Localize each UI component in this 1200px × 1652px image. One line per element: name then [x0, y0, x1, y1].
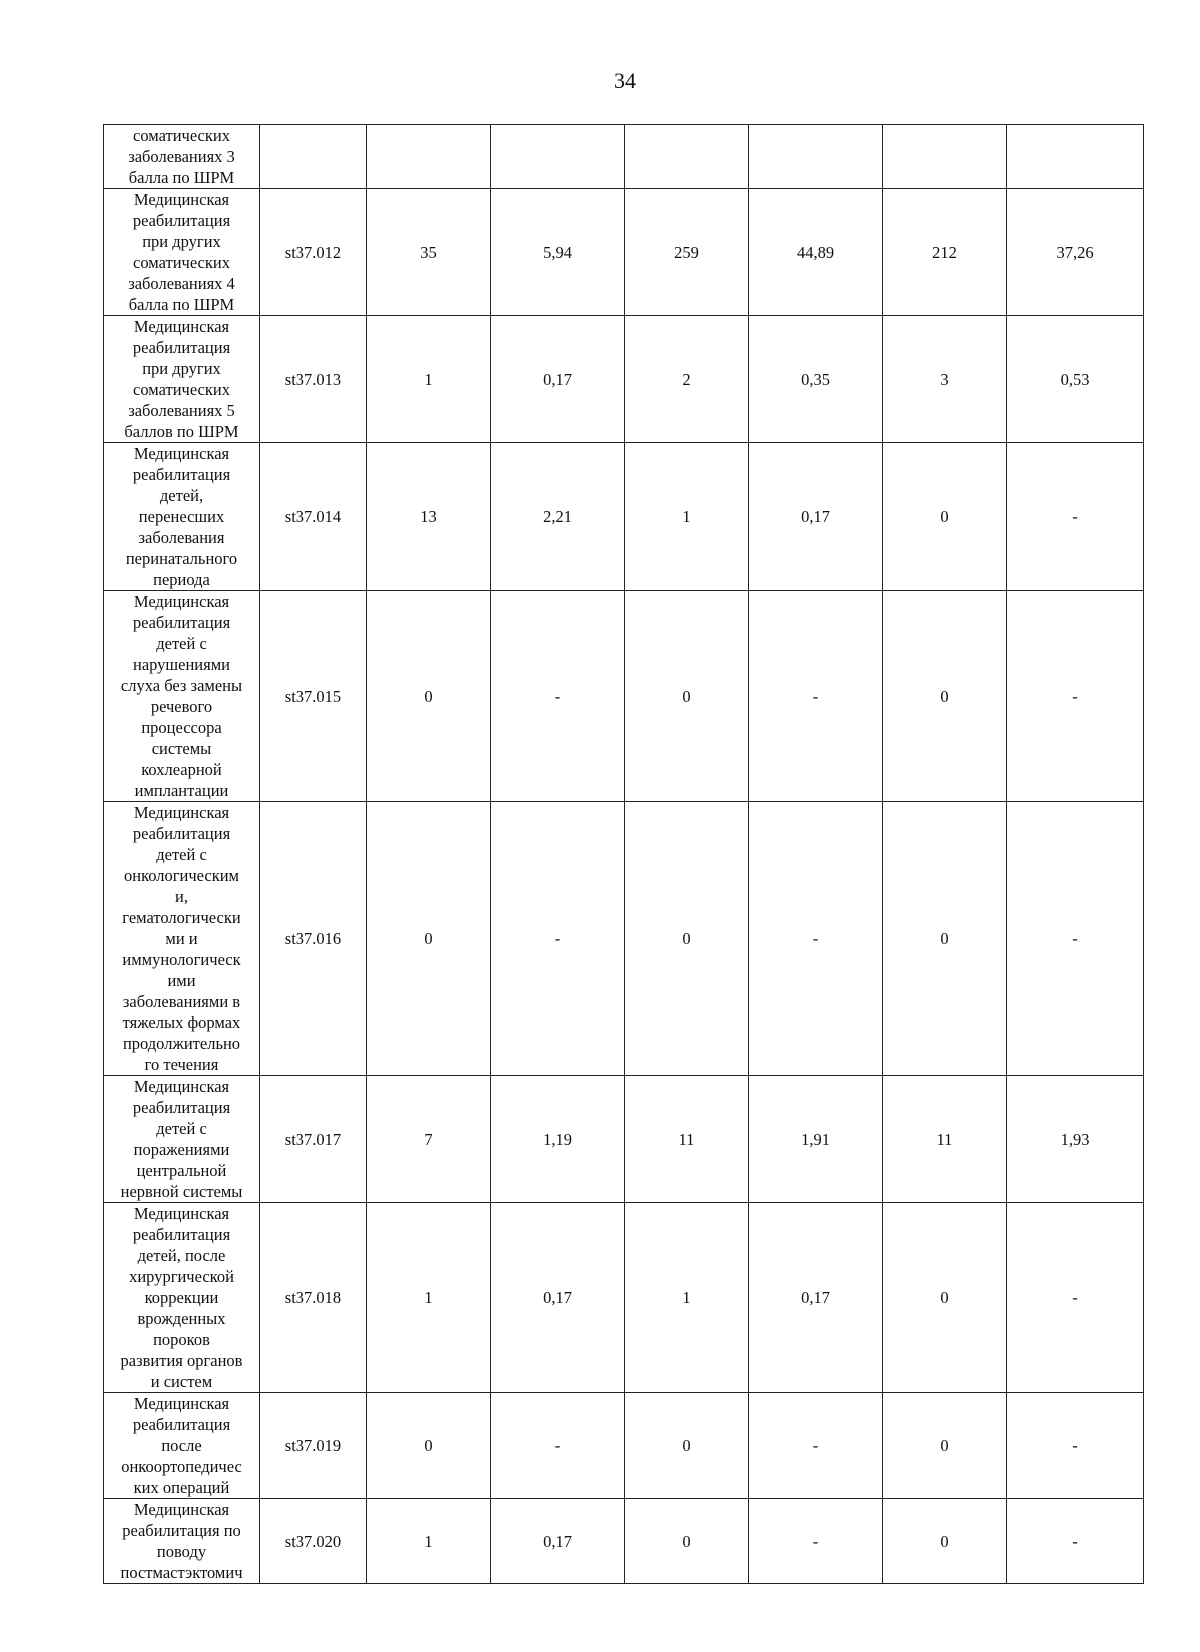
value-text: 2,21 [543, 507, 572, 526]
value-text: 37,26 [1056, 242, 1094, 262]
table-row [104, 125, 1144, 189]
value-text: - [1072, 929, 1078, 948]
value-cell-c2 [491, 591, 625, 802]
row-code-cell [260, 1393, 367, 1499]
value-cell-c5 [883, 189, 1007, 316]
value-text: 0,17 [801, 1288, 830, 1307]
value-cell-c1 [367, 591, 491, 802]
row-name-cell [104, 443, 260, 591]
value-text: 1 [424, 1531, 433, 1551]
value-cell-c2 [491, 1499, 625, 1584]
value-text: 0 [940, 507, 949, 526]
row-name-text: Медицинская реабилитация детей, перенесших заболевания перинатального периода [125, 444, 238, 589]
row-code-text: st37.015 [284, 686, 342, 706]
value-text: 35 [420, 242, 437, 262]
value-text: - [1072, 1531, 1078, 1551]
value-text: 0 [940, 1531, 949, 1551]
table-row [104, 1076, 1144, 1203]
row-code-cell [260, 316, 367, 443]
value-text: 0,17 [543, 1531, 572, 1551]
value-cell-c4 [749, 443, 883, 591]
value-cell-c3 [625, 1499, 749, 1584]
value-text: 44,89 [796, 242, 835, 262]
value-text: 1,19 [543, 1129, 572, 1149]
value-cell-c4 [749, 189, 883, 316]
value-text: 0,17 [543, 369, 572, 389]
table-row [104, 1393, 1144, 1499]
value-cell-c5 [883, 125, 1007, 189]
value-text: - [554, 929, 561, 948]
value-text: 2 [682, 369, 691, 389]
value-text: - [812, 929, 819, 948]
value-cell-c4 [749, 1076, 883, 1203]
value-cell-c5 [883, 1076, 1007, 1203]
value-text: 5,94 [543, 242, 572, 262]
value-cell-c1 [367, 1203, 491, 1393]
value-text: 1 [682, 507, 691, 526]
data-table [103, 124, 1144, 1584]
row-name-text: Медицинская реабилитация после онкоортопедичес ких операций [121, 1394, 242, 1497]
value-cell-c6 [1007, 189, 1144, 316]
value-cell-c5 [883, 591, 1007, 802]
value-cell-c1 [367, 189, 491, 316]
row-name-text: Медицинская реабилитация при других соматических заболеваниях 4 балла по ШРМ [128, 190, 235, 314]
value-cell-c2 [491, 1203, 625, 1393]
value-cell-c1 [367, 1076, 491, 1203]
value-cell-c6 [1007, 443, 1144, 591]
row-name-cell [104, 1076, 260, 1203]
value-text: - [812, 1531, 819, 1551]
row-code-text: st37.018 [284, 1288, 342, 1307]
value-cell-c6 [1007, 1393, 1144, 1499]
page-number: 34 [614, 68, 636, 93]
value-cell-c2 [491, 125, 625, 189]
value-cell-c3 [625, 1393, 749, 1499]
value-cell-c1 [367, 316, 491, 443]
value-cell-c6 [1007, 802, 1144, 1076]
value-text: 0 [940, 1436, 949, 1455]
value-cell-c4 [749, 1203, 883, 1393]
value-cell-c3 [625, 1203, 749, 1393]
value-cell-c4 [749, 1393, 883, 1499]
value-text: 0 [682, 929, 691, 948]
value-cell-c4 [749, 591, 883, 802]
value-cell-c3 [625, 802, 749, 1076]
row-code-cell [260, 125, 367, 189]
value-cell-c6 [1007, 316, 1144, 443]
value-cell-c3 [625, 1076, 749, 1203]
value-cell-c4 [749, 802, 883, 1076]
value-cell-c3 [625, 189, 749, 316]
value-text: 0,17 [543, 1288, 572, 1307]
value-cell-c1 [367, 1499, 491, 1584]
row-code-text: st37.014 [284, 507, 342, 526]
row-name-cell [104, 1393, 260, 1499]
row-name-cell [104, 802, 260, 1076]
row-code-text: st37.017 [284, 1129, 342, 1149]
value-cell-c6 [1007, 1499, 1144, 1584]
row-code-cell [260, 189, 367, 316]
value-text: 1 [424, 1288, 433, 1307]
row-name-cell [104, 125, 260, 189]
row-name-text: Медицинская реабилитация по поводу постмастэктомич [120, 1500, 243, 1582]
value-text: - [1072, 1436, 1078, 1455]
table-row [104, 189, 1144, 316]
row-code-cell [260, 443, 367, 591]
value-text: - [1072, 686, 1078, 706]
value-cell-c3 [625, 125, 749, 189]
value-text: - [812, 686, 819, 706]
value-cell-c4 [749, 1499, 883, 1584]
row-name-text: соматических заболеваниях 3 балла по ШРМ [128, 126, 235, 187]
value-cell-c3 [625, 443, 749, 591]
row-code-cell [260, 1203, 367, 1393]
row-code-text: st37.020 [284, 1531, 342, 1551]
row-name-text: Медицинская реабилитация детей с онкологическим и, гематологически ми и иммунологическ ими заболеваниями в тяжелых формах продолжительно го течения [122, 803, 241, 1074]
value-text: - [1072, 507, 1078, 526]
value-cell-c1 [367, 802, 491, 1076]
value-cell-c1 [367, 1393, 491, 1499]
value-text: 0 [940, 1288, 949, 1307]
value-cell-c5 [883, 1393, 1007, 1499]
value-text: 1 [424, 369, 433, 389]
row-code-text: st37.012 [284, 242, 342, 262]
row-code-text: st37.013 [284, 369, 342, 389]
value-cell-c1 [367, 443, 491, 591]
row-name-text: Медицинская реабилитация детей с поражениями центральной нервной системы [120, 1077, 243, 1201]
value-cell-c2 [491, 802, 625, 1076]
value-text: 212 [932, 242, 957, 262]
value-text: - [812, 1436, 819, 1455]
row-name-cell [104, 591, 260, 802]
value-text: 0 [940, 686, 949, 706]
row-name-text: Медицинская реабилитация детей, после хирургической коррекции врожденных пороков развития органов и систем [120, 1204, 243, 1391]
value-text: 11 [678, 1129, 695, 1149]
row-name-cell [104, 316, 260, 443]
table-row [104, 1203, 1144, 1393]
value-text: 0,53 [1060, 369, 1090, 389]
value-text: 3 [940, 369, 949, 389]
value-text: 13 [420, 507, 437, 526]
value-text: 0 [682, 686, 691, 706]
value-cell-c2 [491, 189, 625, 316]
value-text: 0 [424, 929, 433, 948]
value-text: 0 [424, 1436, 433, 1455]
value-cell-c3 [625, 591, 749, 802]
value-text: 0 [682, 1531, 691, 1551]
value-text: 0 [940, 929, 949, 948]
value-cell-c5 [883, 802, 1007, 1076]
value-text: 1,91 [801, 1129, 830, 1149]
value-cell-c5 [883, 1499, 1007, 1584]
table-body [104, 125, 1144, 1584]
table-row [104, 443, 1144, 591]
value-text: 11 [936, 1129, 953, 1149]
value-text: 1,93 [1060, 1129, 1090, 1149]
value-cell-c6 [1007, 1203, 1144, 1393]
value-text: 1 [682, 1288, 691, 1307]
value-text: 0 [682, 1436, 691, 1455]
value-cell-c2 [491, 1393, 625, 1499]
table-row [104, 802, 1144, 1076]
value-cell-c3 [625, 316, 749, 443]
value-cell-c2 [491, 1076, 625, 1203]
value-cell-c6 [1007, 125, 1144, 189]
row-code-cell [260, 1499, 367, 1584]
value-cell-c4 [749, 125, 883, 189]
value-cell-c2 [491, 316, 625, 443]
value-cell-c6 [1007, 591, 1144, 802]
row-code-cell [260, 1076, 367, 1203]
row-code-cell [260, 802, 367, 1076]
value-text: 0 [424, 686, 433, 706]
table-row [104, 316, 1144, 443]
row-code-text: st37.016 [284, 929, 342, 948]
value-cell-c5 [883, 316, 1007, 443]
value-text: 0,35 [801, 369, 830, 389]
row-code-cell [260, 591, 367, 802]
value-cell-c2 [491, 443, 625, 591]
row-name-text: Медицинская реабилитация при других соматических заболеваниях 5 баллов по ШРМ [124, 317, 239, 441]
row-code-text: st37.019 [284, 1436, 342, 1455]
value-text: - [554, 1436, 561, 1455]
value-text: - [1072, 1288, 1078, 1307]
value-cell-c6 [1007, 1076, 1144, 1203]
value-cell-c4 [749, 316, 883, 443]
value-text: 259 [674, 242, 699, 262]
value-cell-c5 [883, 1203, 1007, 1393]
row-name-cell [104, 1203, 260, 1393]
row-name-text: Медицинская реабилитация детей с нарушениями слуха без замены речевого процессора системы кохлеарной имплантации [120, 592, 243, 800]
value-cell-c5 [883, 443, 1007, 591]
value-text: 7 [424, 1129, 433, 1149]
value-text: 0,17 [801, 507, 830, 526]
row-name-cell [104, 1499, 260, 1584]
table-row [104, 1499, 1144, 1584]
row-name-cell [104, 189, 260, 316]
value-cell-c1 [367, 125, 491, 189]
value-text: - [554, 686, 561, 706]
table-row [104, 591, 1144, 802]
